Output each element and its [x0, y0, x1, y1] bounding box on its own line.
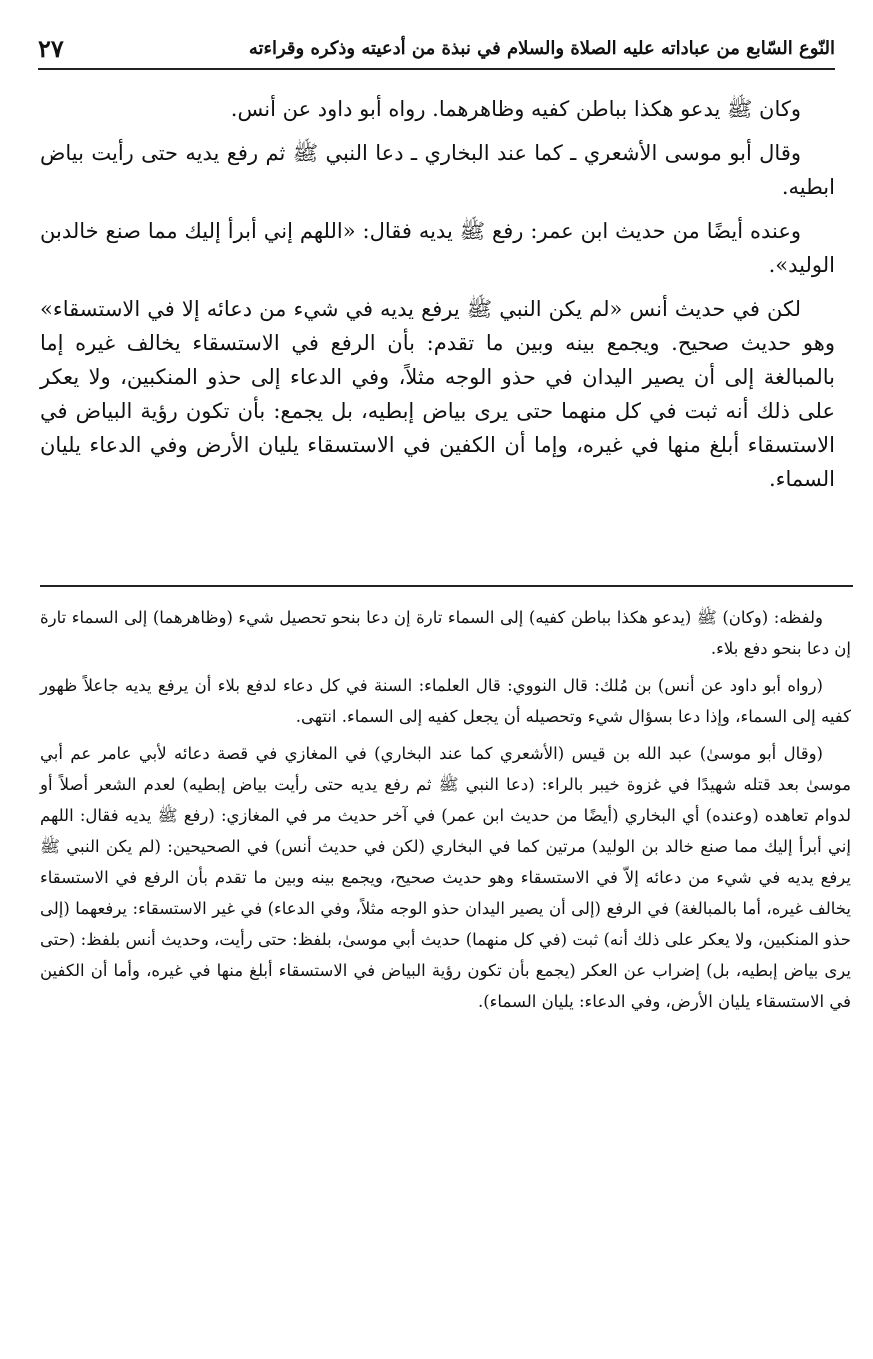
main-paragraph: لكن في حديث أنس «لم يكن النبي ﷺ يرفع يديه في شيء من دعائه إلا في الاستسقاء» وهو حديث صحيح. ويجمع بينه وبين ما تقدم: بأن الرفع في الاستسقاء يخالف غيره إما بالمبالغة إلى أن يصير اليدان في حذو الوجه مثلاً، وفي الدعاء إلى حذو المنكبين، ولا يعكر على ذلك أنه ثبت في كل منهما حتى يرى بياض إبطيه، بل يجمع: بأن تكون رؤية البياض في الاستسقاء أبلغ منها في غيره، وإما أن الكفين في الاستسقاء يليان الأرض وفي الدعاء يليان السماء. [40, 297, 835, 491]
page-number: ٢٧ [38, 33, 64, 63]
footnote-divider [40, 585, 853, 587]
page-header [38, 28, 835, 70]
note-paragraph: (رواه أبو داود عن أنس) بن مُلك: قال النووي: قال العلماء: السنة في كل دعاء لدفع بلاء أن يرفع يديه جاعلاً ظهور كفيه إلى السماء، وإذا دعا بسؤال شيء وتحصيله أن يجعل كفيه إلى السماء. انتهى. [40, 676, 851, 726]
note-paragraph: ولفظه: (وكان) ﷺ (يدعو هكذا بباطن كفيه) إلى السماء تارة إن دعا بنحو تحصيل شيء (وظاهرهما) إلى السماء تارة إن دعا بنحو دفع بلاء. [40, 608, 851, 658]
main-text [40, 92, 835, 506]
main-paragraph: وقال أبو موسى الأشعري ـ كما عند البخاري ـ دعا النبي ﷺ ثم رفع يديه حتى رأيت بياض ابطيه. [40, 141, 835, 199]
note-paragraph: (وقال أبو موسىٰ) عبد الله بن قيس (الأشعري كما عند البخاري) في المغازي في قصة دعائه لأبي عامر عم أبي موسىٰ بعد قتله شهيدًا في غزوة خيبر بالراء: (دعا النبي ﷺ ثم رفع يديه حتى رأيت بياض إبطيه) لعدم الشعر أصلاً أو لدوام تعاهده (وعنده) أي البخاري (أيضًا من حديث ابن عمر) في آخر حديث مر في المغازي: (رفع ﷺ يديه فقال: اللهم إني أبرأ إليك مما صنع خالد بن الوليد) مرتين كما في البخاري (لكن في حديث أنس) في الصحيحين: (لم يكن النبي ﷺ يرفع يديه في شيء من دعائه إلاّ في الاستسقاء وهو حديث صحيح، ويجمع بينه وبين ما تقدم بأن الرفع في الاستسقاء يخالف غيره، أما بالمبالغة) في الرفع (إلى أن يصير اليدان حذو الوجه مثلاً، وفي الدعاء) في غير الاستسقاء: يرفعهما (إلى حذو المنكبين، ولا يعكر على ذلك أنه) ثبت (في كل منهما) حديث أبي موسىٰ، بلفظ: حتى رأيت، وحديث أنس بلفظ: (حتى يرى بياض إبطيه، بل) إضراب عن العكر (يجمع بأن تكون رؤية البياض في الاستسقاء أبلغ منها في غيره، وأما أن الكفين في الاستسقاء يليان الأرض، وفي الدعاء: يليان السماء). [40, 744, 851, 1011]
commentary-notes [40, 602, 851, 1023]
main-paragraph: وكان ﷺ يدعو هكذا بباطن كفيه وظاهرهما. رواه أبو داود عن أنس. [230, 97, 801, 121]
main-paragraph: وعنده أيضًا من حديث ابن عمر: رفع ﷺ يديه فقال: «اللهم إني أبرأ إليك مما صنع خالدبن الوليد». [40, 219, 835, 277]
running-title: النّوع السّابع من عباداته عليه الصلاة والسلام في نبذة من أدعيته وذكره وقراءته [248, 37, 835, 59]
